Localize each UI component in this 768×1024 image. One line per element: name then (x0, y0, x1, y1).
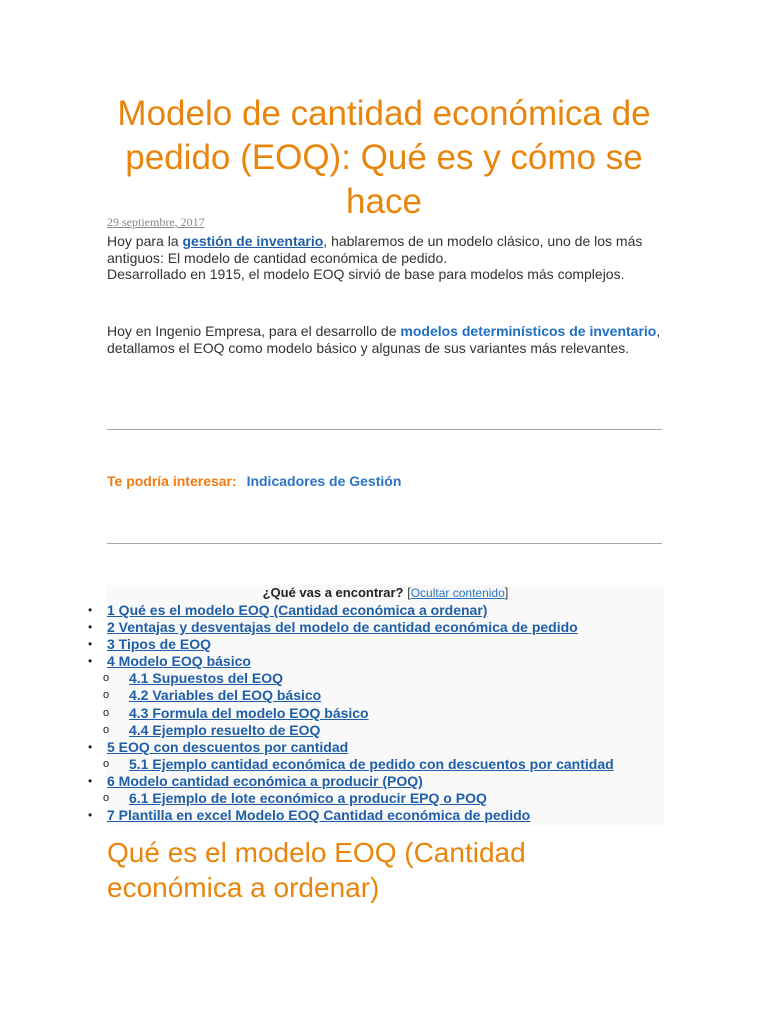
toc-link[interactable]: 4.1 Supuestos del EOQ (129, 670, 284, 687)
related-box (107, 473, 401, 489)
toc-link[interactable]: 5.1 Ejemplo cantidad económica de pedido con descuentos por cantidad (129, 755, 614, 772)
sub-bullet-icon: o (103, 757, 110, 770)
bullet-icon: • (88, 620, 93, 635)
toc-item (88, 772, 664, 790)
toc-bracket-open: [ (407, 585, 411, 600)
bullet-icon: • (88, 603, 93, 617)
sub-bullet-icon: o (103, 672, 110, 685)
toc-link[interactable]: 6.1 Ejemplo de lote económico a producir EPQ o POQ (129, 790, 487, 807)
bullet-icon: • (88, 739, 93, 754)
sub-bullet-icon: o (103, 689, 110, 702)
toc-header (107, 585, 664, 601)
toc-link[interactable]: 4.2 Variables del EOQ básico (129, 687, 322, 704)
toc-item (103, 755, 664, 773)
section-heading: Qué es el modelo EOQ (Cantidad económica a ordenar) (107, 837, 526, 903)
toc-link[interactable]: 5 EOQ con descuentos por cantidad (107, 738, 349, 755)
intro-paragraph (107, 233, 667, 283)
toc-link[interactable]: 4 Modelo EOQ básico (107, 653, 251, 670)
toc-item (88, 602, 664, 619)
toc-item (103, 670, 664, 687)
toc-item (103, 790, 664, 807)
second-text-before: Hoy en Ingenio Empresa, para el desarrollo de (107, 323, 401, 339)
bullet-icon: • (88, 637, 93, 652)
toc-item (103, 687, 664, 704)
toc-link[interactable]: 2 Ventajas y desventajas del modelo de cantidad económica de pedido (107, 619, 578, 636)
related-label: Te podría interesar: (107, 473, 237, 489)
deterministic-models-link[interactable]: modelos determinísticos de inventario (400, 323, 657, 339)
related-link[interactable]: Indicadores de Gestión (246, 473, 402, 489)
toc-link[interactable]: 4.4 Ejemplo resuelto de EOQ (129, 721, 321, 738)
second-paragraph (107, 323, 667, 356)
toc-hide-toggle[interactable]: Ocultar contenido (410, 586, 505, 600)
divider-top (107, 429, 662, 430)
sub-bullet-icon: o (103, 723, 110, 736)
bullet-icon: • (88, 808, 93, 823)
toc-link[interactable]: 7 Plantilla en excel Modelo EOQ Cantidad económica de pedido (107, 807, 531, 824)
toc-item (88, 653, 664, 670)
intro-text-after: , hablaremos de un modelo clásico, uno de los más antiguos: El modelo de cantidad económica de pedido. (107, 233, 643, 266)
inventory-management-link[interactable]: gestión de inventario (182, 233, 324, 249)
second-text-after: , detallamos el EOQ como modelo básico y algunas de sus variantes más relevantes. (107, 323, 661, 356)
toc-item (88, 636, 664, 653)
toc-link[interactable]: 1 Qué es el modelo EOQ (Cantidad económica a ordenar) (107, 602, 488, 618)
sub-bullet-icon: o (103, 706, 110, 719)
bullet-icon: • (88, 773, 93, 788)
toc-link[interactable]: 3 Tipos de EOQ (107, 636, 211, 653)
toc-link[interactable]: 4.3 Formula del modelo EOQ básico (129, 704, 369, 721)
post-date[interactable]: 29 septiembre, 2017 (107, 215, 205, 229)
bullet-icon: • (88, 654, 93, 669)
article-title: Modelo de cantidad económica de pedido (EOQ): Qué es y cómo se hace (117, 94, 651, 221)
toc-item (103, 721, 664, 739)
intro-text-line2: Desarrollado en 1915, el modelo EOQ sirvió de base para modelos más complejos. (107, 266, 625, 282)
toc-bracket-close: ] (504, 585, 509, 600)
toc-item (88, 807, 664, 824)
toc-title: ¿Qué vas a encontrar? (262, 585, 404, 600)
toc-list (88, 602, 664, 824)
intro-text-before: Hoy para la (107, 233, 183, 249)
table-of-contents (88, 585, 664, 825)
toc-item (103, 704, 664, 722)
sub-bullet-icon: o (103, 792, 110, 805)
divider-bottom (107, 543, 662, 544)
toc-link[interactable]: 6 Modelo cantidad económica a producir (POQ) (107, 772, 423, 789)
toc-item (88, 619, 664, 636)
toc-item (88, 738, 664, 756)
